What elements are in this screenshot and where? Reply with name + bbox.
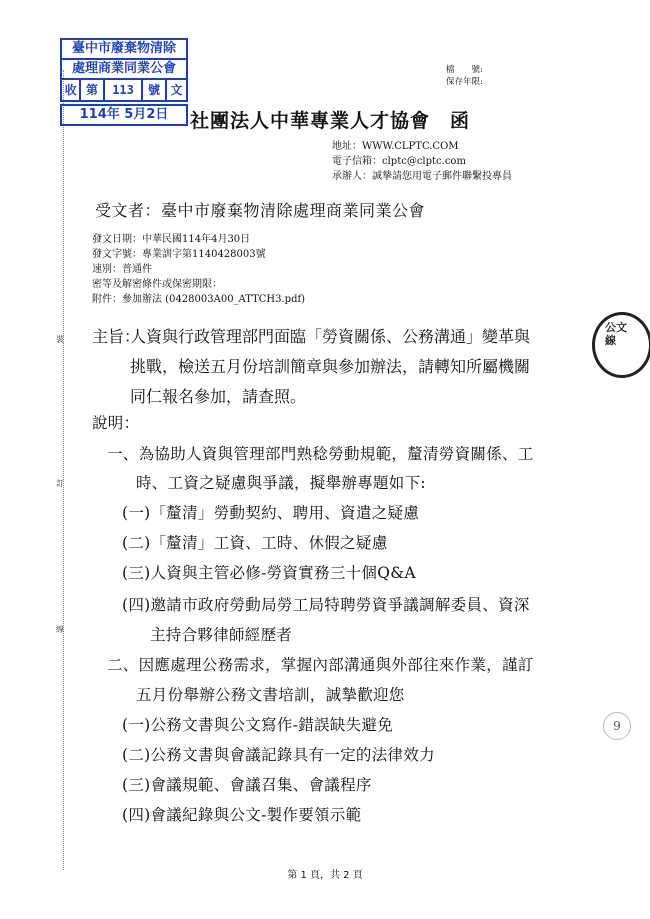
attachment: 附件：參加辦法 (0428003A00_ATTCH3.pdf) <box>92 294 306 305</box>
file-info <box>446 64 483 88</box>
explanation-label: 說明： <box>92 414 140 432</box>
stamp-line-1: 臺中市廢棄物清除 <box>62 40 186 60</box>
meta-block <box>92 232 305 307</box>
stamp-no-prefix: 第 <box>81 80 104 100</box>
item2-sub-2: (二)公務文書與會議記錄具有一定的法律效力 <box>122 746 435 764</box>
item2-sub-1: (一)公務文書與公文寫作-錯誤缺失避免 <box>122 716 394 734</box>
item1-sub-1: (一)「釐清」勞動契約、聘用、資遣之疑慮 <box>122 504 420 522</box>
item2-line-2: 五月份舉辦公務文書培訓，誠摯歡迎您 <box>136 686 405 704</box>
item1-line-2: 時、工資之疑慮與爭議，擬舉辦專題如下: <box>136 474 426 492</box>
stamp-doc: 文 <box>170 83 183 97</box>
item1-sub-4-line-2: 主持合夥律師經歷者 <box>150 626 293 644</box>
page-footer: 第 1 頁，共 2 頁 <box>287 870 363 881</box>
file-no-label: 檔 號: <box>446 65 483 75</box>
contact-block <box>332 139 512 184</box>
item2-line-1: 二、因應處理公務需求，掌握內部溝通與外部往來作業，謹訂 <box>107 656 534 674</box>
stamp-no-value: 113 <box>105 80 144 100</box>
retention-label: 保存年限: <box>446 77 483 87</box>
item1-sub-2: (二)「釐清」工資、工時、休假之疑慮 <box>122 534 388 552</box>
subject-line-3: 同仁報名參加，請查照。 <box>130 387 307 406</box>
speed: 速別：普通件 <box>92 264 152 275</box>
stamp-recv: 收 <box>62 80 81 100</box>
stamp-date: 114年 5月2日 <box>60 104 188 126</box>
binding-mark-2: 訂 <box>56 479 64 488</box>
document-title: 社團法人中華專業人才協會 函 <box>190 110 471 132</box>
subject-line-1: 人資與行政管理部門面臨「勞資關係、公務溝通」變革與 <box>130 327 531 346</box>
binding-mark-1: 裝 <box>56 335 64 344</box>
issue-number: 發文字號：專業訓字第1140428003號 <box>92 249 266 260</box>
contact-handler: 承辦人：誠摯請您用電子郵件聯繫投專員 <box>332 171 512 182</box>
stamp-number-row <box>62 80 186 100</box>
contact-email: 電子信箱：clptc@clptc.com <box>332 156 466 167</box>
binding-line <box>63 70 64 870</box>
contact-address: 地址：WWW.CLPTC.COM <box>332 141 459 152</box>
edge-seal: 公文 線 <box>592 312 650 378</box>
stamp-line-2: 處理商業同業公會 <box>62 60 186 80</box>
subject-block <box>92 322 577 412</box>
secrecy: 密等及解密條件或保密期限： <box>92 279 222 290</box>
item2-sub-3: (三)會議規範、會議召集、會議程序 <box>122 776 372 794</box>
receipt-stamp <box>60 38 188 102</box>
item1-line-1: 一、為協助人資與管理部門熟稔勞動規範，釐清勞資關係、工 <box>107 445 534 463</box>
item2-sub-4: (四)會議紀錄與公文-製作要領示範 <box>122 806 362 824</box>
edge-number: 9 <box>603 712 631 740</box>
stamp-no-suffix: 號 <box>143 80 166 100</box>
issue-date: 發文日期：中華民國114年4月30日 <box>92 234 251 245</box>
subject-line-2: 挑戰，檢送五月份培訓簡章與參加辦法，請轉知所屬機關 <box>130 357 531 376</box>
subject-label: 主旨： <box>92 327 141 346</box>
recipient: 受文者：臺中市廢棄物清除處理商業同業公會 <box>95 201 426 220</box>
binding-mark-3: 線 <box>56 625 64 634</box>
item1-sub-3: (三)人資與主管必修-勞資實務三十個Q&A <box>122 564 416 582</box>
item1-sub-4: (四)邀請市政府勞動局勞工局特聘勞資爭議調解委員、資深 <box>122 596 530 614</box>
